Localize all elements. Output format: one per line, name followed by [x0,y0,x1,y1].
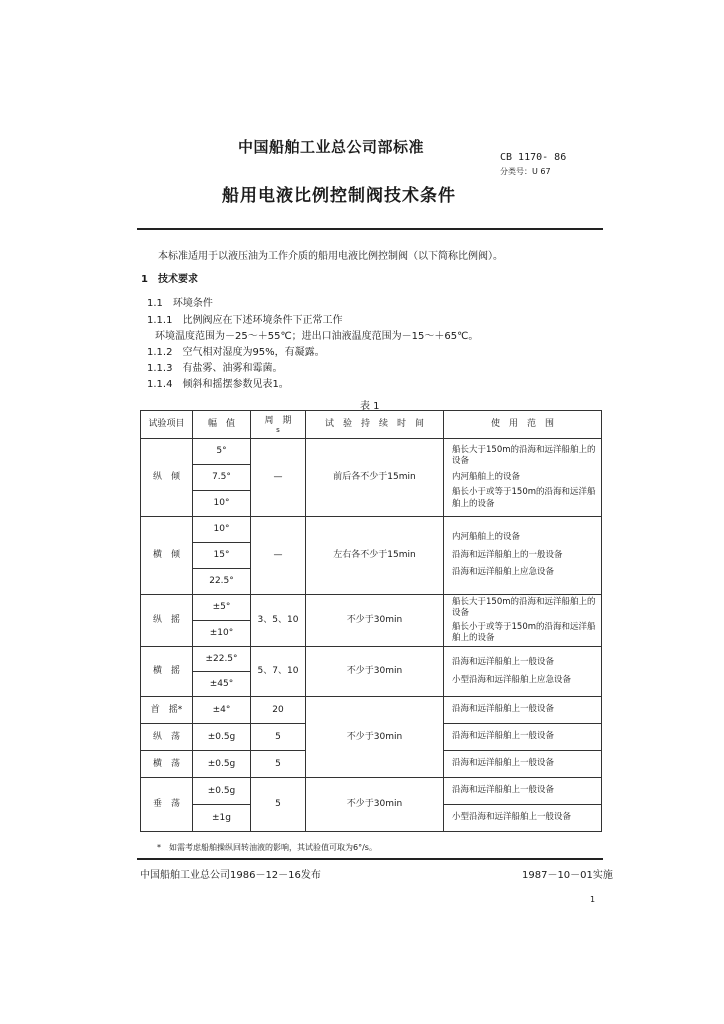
duration-cell: 前后各不少于15min [306,439,444,517]
period-cell: 5 [251,724,306,751]
document-title: 船用电液比例控制阀技术条件 [222,186,456,206]
usage-line: 沿海和远洋船舶上一般设备 [452,657,555,668]
header-amplitude: 幅 值 [193,411,251,439]
header-usage: 使 用 范 围 [444,411,602,439]
classification-number: 分类号：U 67 [500,167,551,176]
section-1-1-4: 1.1.4 倾斜和摇摆参数见表1。 [147,379,289,390]
table-row [141,778,602,805]
amplitude-cell: ±5° [193,595,251,621]
usage-line: 船长大于150m的沿海和远洋船舶上的设备 [452,596,596,619]
usage-line: 沿海和远洋船舶上应急设备 [452,567,555,578]
usage-line: 船长小于或等于150m的沿海和远洋船舶上的设备 [452,487,596,509]
amplitude-cell: ±0.5g [193,724,251,751]
usage-line: 小型沿海和远洋船舶上应急设备 [452,674,572,685]
amplitude-cell: 7.5° [193,465,251,491]
usage-cell: 沿海和远洋船舶上一般设备 [444,778,602,805]
item-heel: 纵 倾 [141,439,193,517]
amplitude-cell: 22.5° [193,569,251,595]
amplitude-cell: ±0.5g [193,751,251,778]
section-1-1-2: 1.1.2 空气相对湿度为95%，有凝露。 [147,347,325,358]
amplitude-cell: ±22.5° [193,647,251,672]
page-number: 1 [590,895,596,904]
issuing-organization: 中国船舶工业总公司部标准 [238,138,425,156]
amplitude-cell: ±0.5g [193,778,251,805]
amplitude-cell: ±1g [193,805,251,832]
section-1-1: 1.1 环境条件 [147,298,213,309]
item-pitch: 纵 摇 [141,595,193,647]
header-period [251,411,306,439]
footer-divider [137,858,603,860]
header-period-unit: s [276,426,280,435]
table-caption: 表 1 [360,401,380,412]
usage-cell [444,647,602,697]
amplitude-cell: 10° [193,517,251,543]
table-row [141,439,602,465]
period-cell: 5 [251,778,306,832]
usage-cell [444,595,602,647]
header-duration: 试 验 持 续 时 间 [306,411,444,439]
period-cell: 20 [251,697,306,724]
table-header-row [141,411,602,439]
amplitude-cell: ±45° [193,672,251,697]
item-surge: 纵 荡 [141,724,193,751]
item-yaw: 首 摇* [141,697,193,724]
usage-cell [444,439,602,517]
usage-line: 内河船舶上的设备 [452,471,521,482]
period-cell: 3、5、10 [251,595,306,647]
table-row [141,595,602,621]
usage-line: 内河船舶上的设备 [452,532,521,543]
item-heave: 垂 荡 [141,778,193,832]
table-footnote: * 如需考虑船舶操纵回转油液的影响，其试验值可取为6°/s。 [157,843,377,852]
usage-cell [444,517,602,595]
intro-paragraph: 本标准适用于以液压油为工作介质的船用电液比例控制阀（以下简称比例阀）。 [158,251,503,262]
usage-line: 船长大于150m的沿海和远洋船舶上的设备 [452,444,596,467]
usage-cell: 沿海和远洋船舶上一般设备 [444,697,602,724]
standard-code: CB 1170- 86 [500,152,567,163]
amplitude-cell: ±10° [193,621,251,647]
table-row [141,697,602,724]
usage-cell: 小型沿海和远洋船舶上一般设备 [444,805,602,832]
usage-cell: 沿海和远洋船舶上一般设备 [444,724,602,751]
amplitude-cell: 10° [193,491,251,517]
duration-cell: 不少于30min [306,595,444,647]
table-row [141,647,602,672]
duration-cell: 不少于30min [306,778,444,832]
amplitude-cell: ±4° [193,697,251,724]
usage-cell: 沿海和远洋船舶上一般设备 [444,751,602,778]
section-1-1-1: 1.1.1 比例阀应在下述环境条件下正常工作 [147,315,343,326]
item-roll: 横 摇 [141,647,193,697]
period-cell: — [251,439,306,517]
duration-cell: 不少于30min [306,697,444,778]
usage-line: 船长小于或等于150m的沿海和远洋船舶上的设备 [452,621,596,643]
period-cell: — [251,517,306,595]
header-test-item: 试验项目 [141,411,193,439]
usage-line: 沿海和远洋船舶上的一般设备 [452,549,563,560]
period-cell: 5、7、10 [251,647,306,697]
item-list: 横 倾 [141,517,193,595]
header-divider [137,228,603,230]
issue-date: 中国船舶工业总公司1986－12－16发布 [140,870,321,881]
header-period-label: 周 期 [264,415,292,426]
duration-cell: 不少于30min [306,647,444,697]
duration-cell: 左右各不少于15min [306,517,444,595]
period-cell: 5 [251,751,306,778]
section-1-1-3: 1.1.3 有盐雾、油雾和霉菌。 [147,363,283,374]
effective-date: 1987－10－01实施 [522,870,613,881]
item-sway: 横 荡 [141,751,193,778]
amplitude-cell: 5° [193,439,251,465]
test-parameters-table [140,410,602,832]
amplitude-cell: 15° [193,543,251,569]
temperature-range: 环境温度范围为－25～＋55℃；进出口油液温度范围为－15～＋65℃。 [155,331,479,342]
section-1-heading: 1 技术要求 [141,274,198,285]
table-row [141,517,602,543]
